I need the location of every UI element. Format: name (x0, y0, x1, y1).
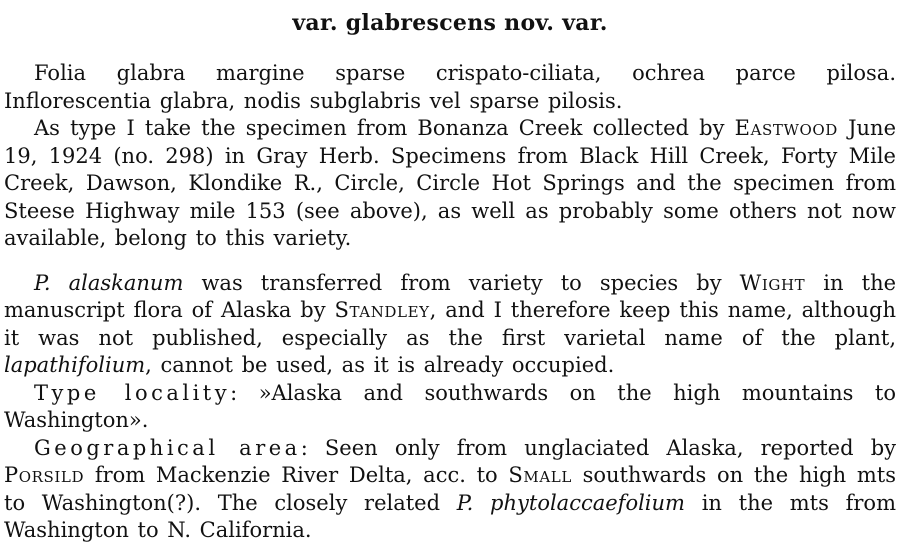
text-segment-sc: Standley (334, 298, 430, 322)
text-segment: southwards on the high mts to Washington(?). The closely related (4, 463, 896, 515)
text-segment: was transferred from variety to species by (183, 270, 740, 295)
paragraph-latin-diagnosis (4, 60, 896, 115)
page-title (4, 10, 896, 36)
text-segment-sp: Geographical area (34, 435, 301, 460)
text-segment-i: P. alaskanum (34, 270, 184, 295)
text-segment: from Mackenzie River Delta, acc. to (84, 463, 509, 487)
text-segment-i: lapathifolium (4, 353, 146, 377)
text-segment: : »Alaska and southwards on the high mountains to Washington». (4, 380, 896, 432)
text-segment: : Seen only from unglaciated Alaska, reported by (300, 435, 896, 460)
paragraph-nomenclature-note (4, 270, 896, 380)
text-segment-sc: Porsild (4, 463, 85, 487)
text-segment-sp: Type locality (34, 380, 231, 405)
text-segment: , cannot be used, as it is already occupied. (145, 353, 615, 377)
text-segment: As type I take the specimen from Bonanza Creek collected by (34, 116, 735, 140)
paragraph-type-specimen (4, 115, 896, 253)
paragraph-type-locality (4, 380, 896, 435)
paragraph-geographical-area (4, 435, 896, 545)
text-segment-sc: Eastwood (734, 116, 838, 140)
text-segment: June 19, 1924 (no. 298) in Gray Herb. Specimens from Black Hill Creek, Forty Mile Creek, Dawson, Klondike R., Circle, Circle Hot Springs and the specimen from Steese Highway mile 153 (see above), as well as probably some others not now available, belong to this variety. (4, 116, 896, 250)
text-segment: var. (292, 10, 346, 36)
text-segment: in the manuscript flora of Alaska by (4, 270, 897, 322)
text-segment: , and I therefore keep this name, although it was not published, especially as the first varietal name of the plant, (4, 298, 896, 350)
text-segment-b: glabrescens (345, 10, 497, 36)
text-segment-sc: Wight (739, 270, 806, 295)
text-segment: nov. var. (496, 10, 608, 36)
document-body (4, 60, 896, 545)
text-segment: Folia glabra margine sparse crispato-ciliata, ochrea parce pilosa. Inflorescentia glabra, nodis subglabris vel sparse pilosis. (4, 61, 896, 113)
text-segment-i: P. phytolaccaefolium (456, 490, 685, 515)
text-segment: in the mts from Washington to N. California. (4, 490, 896, 542)
text-segment-sc: Small (508, 463, 572, 487)
